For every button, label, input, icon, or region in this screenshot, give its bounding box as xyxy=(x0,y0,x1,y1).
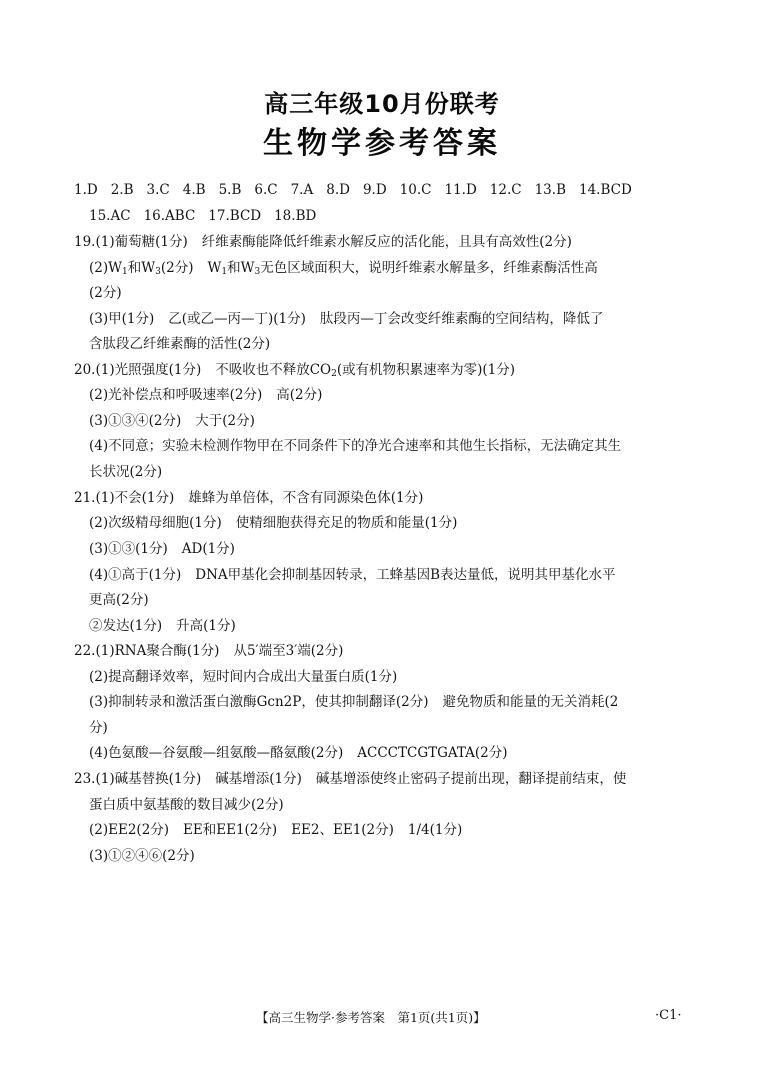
page-subtitle: 生物学参考答案 xyxy=(263,126,501,161)
subscript: 1 xyxy=(122,267,128,277)
answer-segment: 碱基增添(1分) xyxy=(215,771,302,787)
answer-segment: (4)①高于(1分) xyxy=(89,567,182,583)
q20-part3 xyxy=(89,412,255,430)
q20-part4: (4)不同意；实验未检测作物甲在不同条件下的净光合速率和其他生长指标，无法确定其生 xyxy=(89,438,622,454)
answer-segment: 和W xyxy=(227,260,255,276)
answer-segment: 无色区域面积大，说明纤维素水解量多，纤维素酶活性高 xyxy=(260,260,598,276)
choice-answer: 1.D xyxy=(74,182,98,198)
q21-part4 xyxy=(89,566,616,584)
choice-answer: 7.A xyxy=(290,182,314,198)
answer-segment: (2分) xyxy=(160,260,194,276)
q19-part3-cont: 含肽段乙纤维素酶的活性(2分) xyxy=(89,336,271,352)
page-footer: 【高三生物学·参考答案 第1页(共1页)】 xyxy=(256,1010,486,1025)
answer-segment: 使精细胞获得充足的物质和能量(1分) xyxy=(235,515,458,531)
q23-part1-cont: 蛋白质中氨基酸的数目减少(2分) xyxy=(89,797,284,813)
answer-segment: 乙(或乙—丙—丁)(1分) xyxy=(168,311,306,327)
choice-answer: 16.ABC xyxy=(143,208,196,224)
answer-segment: 肽段丙—丁会改变纤维素酶的空间结构，降低了 xyxy=(319,311,604,327)
answer-segment: EE2、EE1(2分) xyxy=(291,822,394,838)
answer-segment: W xyxy=(207,260,222,276)
q22-part3-cont: 分) xyxy=(89,720,108,736)
q22-part3 xyxy=(89,693,618,711)
subscript: 2 xyxy=(331,369,337,379)
q21-part2 xyxy=(89,514,457,532)
answer-segment: (3)①③④(2分) xyxy=(89,413,182,429)
answer-segment: 不吸收也不释放CO xyxy=(215,362,332,378)
q21-part1 xyxy=(74,489,423,507)
answer-segment: 大于(2分) xyxy=(195,413,255,429)
answer-segment: 从5′端至3′端(2分) xyxy=(233,643,344,659)
answer-segment: 23.(1)碱基替换(1分) xyxy=(74,771,202,787)
q20-part1 xyxy=(74,361,515,379)
answer-segment: EE和EE1(2分) xyxy=(183,822,278,838)
answer-segment: DNA甲基化会抑制基因转录，工蜂基因B表达量低，说明其甲基化水平 xyxy=(195,567,616,583)
choice-answer: 4.B xyxy=(182,182,206,198)
answer-segment: 19.(1)葡萄糖(1分) xyxy=(74,234,188,250)
q21-part3 xyxy=(89,540,235,558)
q19-part2 xyxy=(89,259,598,277)
q21-part4-cont: 更高(2分) xyxy=(89,592,149,608)
answer-segment: AD(1分) xyxy=(181,541,235,557)
choice-answers-row-2 xyxy=(89,207,316,225)
choice-answer: 13.B xyxy=(534,182,566,198)
answer-segment: 22.(1)RNA聚合酶(1分) xyxy=(74,643,220,659)
answer-segment: 20.(1)光照强度(1分) xyxy=(74,362,202,378)
choice-answer: 11.D xyxy=(444,182,477,198)
subscript: 3 xyxy=(254,267,261,277)
q22-part4 xyxy=(89,744,508,762)
choice-answer: 5.B xyxy=(218,182,242,198)
answer-segment: (或有机物积累速率为零)(1分) xyxy=(336,362,516,378)
q19-part2-cont: (2分) xyxy=(89,285,122,301)
choice-answer: 10.C xyxy=(399,182,432,198)
q19-part1 xyxy=(74,233,572,251)
answer-segment: 升高(1分) xyxy=(176,618,236,634)
choice-answer: 9.D xyxy=(362,182,387,198)
answer-segment: 1/4(1分) xyxy=(407,822,463,838)
answer-segment: (2)光补偿点和呼吸速率(2分) xyxy=(89,387,263,403)
answer-segment: ACCCTCGTGATA(2分) xyxy=(357,745,508,761)
answer-segment: 雄蜂为单倍体，不含有同源染色体(1分) xyxy=(188,490,424,506)
answer-segment: (3)抑制转录和激活蛋白激酶Gcn2P，使其抑制翻译(2分) xyxy=(89,694,429,710)
q20-part4-cont: 长状况(2分) xyxy=(89,464,163,480)
q20-part2 xyxy=(89,386,322,404)
q22-part1 xyxy=(74,642,343,660)
q23-part3: (3)①②④⑥(2分) xyxy=(89,848,195,864)
answer-segment: 高(2分) xyxy=(276,387,323,403)
answer-segment: (4)色氨酸—谷氨酸—组氨酸—酪氨酸(2分) xyxy=(89,745,344,761)
choice-answer: 14.BCD xyxy=(578,182,632,198)
answer-segment: (3)①③(1分) xyxy=(89,541,168,557)
choice-answer: 3.C xyxy=(146,182,170,198)
answer-segment: 21.(1)不会(1分) xyxy=(74,490,175,506)
answer-segment: (3)甲(1分) xyxy=(89,311,155,327)
choice-answers-row-1 xyxy=(74,181,632,199)
subscript: 1 xyxy=(221,267,228,277)
choice-answer: 2.B xyxy=(110,182,134,198)
answer-segment: 避免物质和能量的无关消耗(2 xyxy=(442,694,619,710)
answer-segment: 和W xyxy=(127,260,156,276)
answer-segment: 碱基增添使终止密码子提前出现，翻译提前结束，使 xyxy=(315,771,627,787)
choice-answer: 18.BD xyxy=(274,208,317,224)
choice-answer: 8.D xyxy=(326,182,350,198)
answer-segment: (2)EE2(2分) xyxy=(89,822,170,838)
answer-segment: ②发达(1分) xyxy=(89,618,163,634)
q21-part4-sub2 xyxy=(89,617,236,635)
q19-part3 xyxy=(89,310,603,328)
choice-answer: 6.C xyxy=(254,182,278,198)
choice-answer: 12.C xyxy=(489,182,522,198)
q22-part2: (2)提高翻译效率，短时间内合成出大量蛋白质(1分) xyxy=(89,669,398,685)
page-number-mark: ·C1· xyxy=(655,1008,682,1023)
answer-segment: (2)W xyxy=(89,260,122,276)
answer-segment: (2)次级精母细胞(1分) xyxy=(89,515,222,531)
answer-segment: 纤维素酶能降低纤维素水解反应的活化能，且具有高效性(2分) xyxy=(201,234,572,250)
subscript: 3 xyxy=(155,267,161,277)
q23-part2 xyxy=(89,821,462,839)
choice-answer: 17.BCD xyxy=(208,208,262,224)
page-title: 高三年级10月份联考 xyxy=(264,90,500,118)
choice-answer: 15.AC xyxy=(89,208,131,224)
q23-part1 xyxy=(74,770,626,788)
